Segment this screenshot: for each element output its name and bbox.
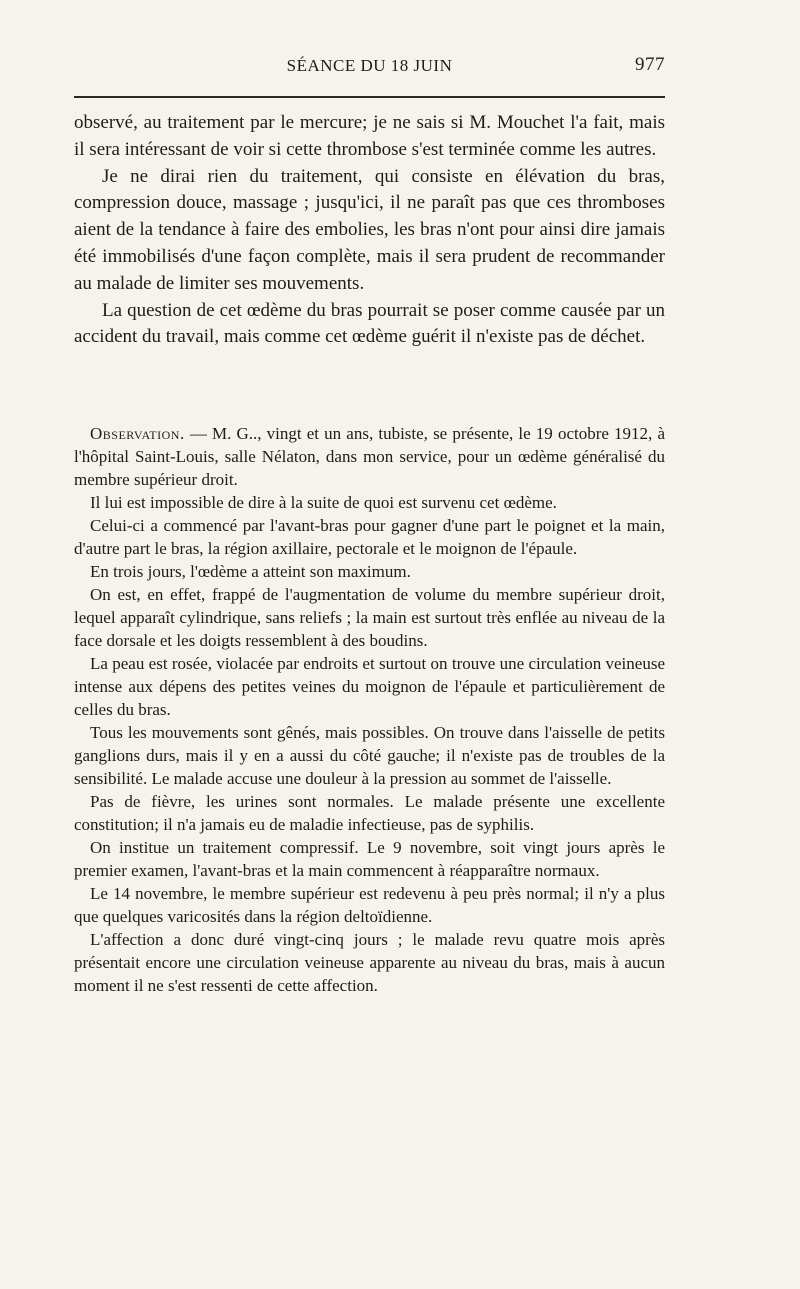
main-text: [74, 110, 665, 351]
page-number: 977: [635, 54, 665, 75]
observation-paragraph: Il lui est impossible de dire à la suite de quoi est survenu cet œdème.: [90, 493, 557, 512]
observation-paragraph: L'affection a donc duré vingt-cinq jours ; le malade revu quatre mois après présentait encore une circulation veineuse apparente au niveau du bras, mais à aucun moment il ne s'est ressenti de cette affection.: [74, 930, 665, 995]
observation-paragraph: On institue un traitement compressif. Le 9 novembre, soit vingt jours après le premier examen, l'avant-bras et la main commencent à réapparaître normaux.: [74, 838, 665, 880]
observation-section: [74, 422, 665, 997]
observation-paragraph: On est, en effet, frappé de l'augmentation de volume du membre supérieur droit, lequel apparaît cylindrique, sans reliefs ; la main est surtout très enflée au niveau de la face dorsale et les doigts ressemblent à des boudins.: [74, 585, 665, 650]
observation-paragraph: Tous les mouvements sont gênés, mais possibles. On trouve dans l'aisselle de petits ganglions durs, mais il y en a aussi du côté gauche; il n'existe pas de troubles de la sensibilité. Le malade accuse une douleur à la pression au sommet de l'aisselle.: [74, 723, 665, 788]
observation-intro: [74, 422, 665, 491]
observation-paragraph: Le 14 novembre, le membre supérieur est redevenu à peu près normal; il n'y a plus que quelques varicosités dans la région deltoïdienne.: [74, 884, 665, 926]
observation-paragraph: La peau est rosée, violacée par endroits et surtout on trouve une circulation veineuse intense aux dépens des petites veines du moignon de l'épaule et particulièrement de celles du bras.: [74, 654, 665, 719]
paragraph-continued: observé, au traitement par le mercure; je ne sais si M. Mouchet l'a fait, mais il sera intéressant de voir si cette thrombose s'est terminée comme les autres.: [74, 112, 665, 160]
running-head: [74, 56, 665, 82]
observation-intro-text: — M. G.., vingt et un ans, tubiste, se présente, le 19 octobre 1912, à l'hôpital Saint-Louis, salle Nélaton, dans mon service, pour un œdème généralisé du membre supérieur droit.: [74, 424, 665, 489]
header-rule: [74, 96, 665, 98]
paragraph-accident-travail: La question de cet œdème du bras pourrait se poser comme causée par un accident du travail, mais comme cet œdème guérit il n'existe pas de déchet.: [74, 299, 665, 348]
paragraph-traitement: Je ne dirai rien du traitement, qui consiste en élévation du bras, compression douce, massage ; jusqu'ici, il ne paraît pas que ces thromboses aient de la tendance à faire des embolies, les bras n'ont pour ainsi dire jamais été immobilisés d'une façon complète, mais il sera prudent de recommander au malade de limiter ses mouvements.: [74, 165, 665, 294]
observation-paragraph: Celui-ci a commencé par l'avant-bras pour gagner d'une part le poignet et la main, d'autre part le bras, la région axillaire, pectorale et le moignon de l'épaule.: [74, 516, 665, 558]
running-title: SÉANCE DU 18 JUIN: [286, 56, 453, 75]
observation-paragraph: En trois jours, l'œdème a atteint son maximum.: [90, 562, 411, 581]
observation-label: Observation.: [90, 424, 185, 443]
observation-paragraph: Pas de fièvre, les urines sont normales. Le malade présente une excellente constitution; il n'a jamais eu de maladie infectieuse, pas de syphilis.: [74, 792, 665, 834]
